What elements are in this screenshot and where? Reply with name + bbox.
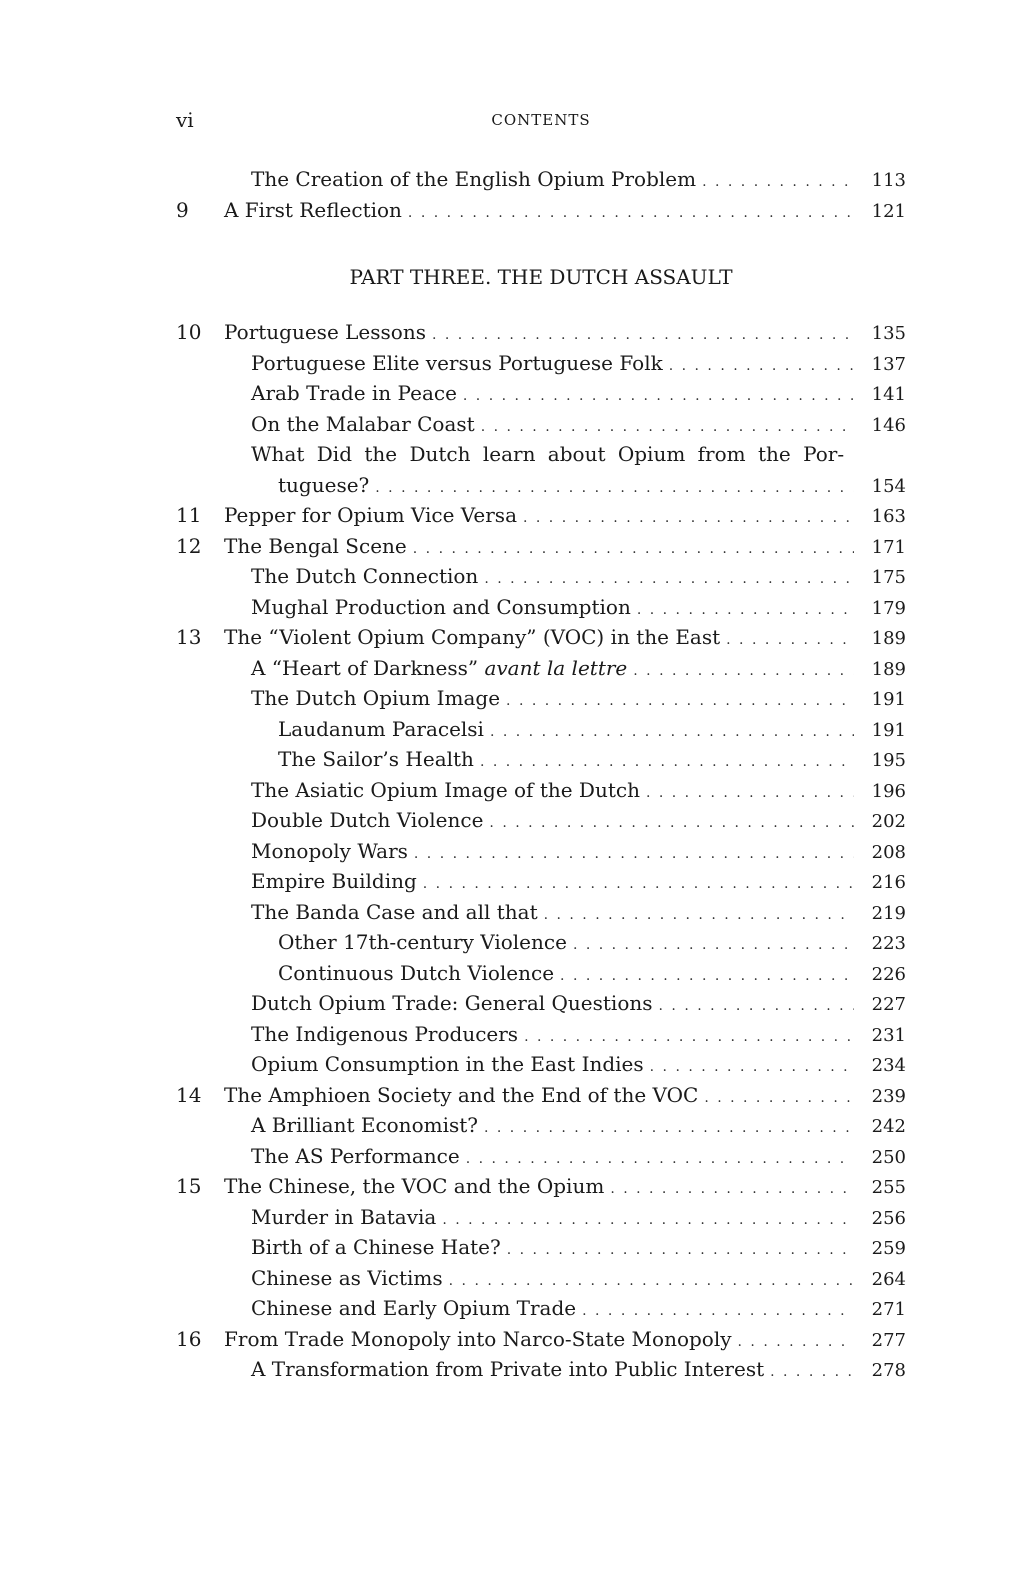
chapter-number: 9	[176, 197, 189, 222]
toc-entry	[176, 958, 906, 989]
leader-dots	[738, 1327, 854, 1355]
leader-dots	[659, 991, 854, 1019]
leader-dots	[408, 198, 854, 226]
page-number: 163	[871, 506, 906, 527]
entry-title: The Creation of the English Opium Problem	[251, 167, 697, 191]
chapter-number: 15	[176, 1174, 202, 1198]
page-number: 208	[871, 841, 906, 863]
leader-dots	[414, 839, 854, 867]
chapter-number: 16	[176, 1326, 202, 1351]
page-number: 121	[871, 200, 906, 222]
toc-entry	[176, 1019, 906, 1050]
page-number: 195	[871, 750, 906, 771]
leader-dots	[484, 1113, 854, 1141]
leader-dots	[480, 747, 854, 775]
chapter-number: 10	[176, 320, 202, 344]
toc-entry	[176, 683, 906, 714]
table-of-contents	[176, 164, 906, 1385]
toc-entry	[176, 775, 906, 806]
leader-dots	[633, 656, 854, 684]
leader-dots	[524, 1022, 854, 1050]
entry-title: Laudanum Paracelsi	[278, 716, 484, 741]
leader-dots	[646, 778, 854, 806]
entry-title: Monopoly Wars	[251, 838, 408, 863]
leader-dots	[506, 686, 854, 714]
toc-entry	[176, 317, 906, 348]
toc-entry	[176, 988, 906, 1019]
toc-entry	[176, 653, 906, 684]
toc-entry	[176, 866, 906, 897]
entry-title: A Transformation from Private into Public Interest	[251, 1357, 765, 1381]
page-number: 202	[871, 811, 906, 832]
entry-title: A “Heart of Darkness”	[251, 655, 479, 680]
toc-entries-before	[176, 164, 906, 225]
entry-title: Portuguese Lessons	[224, 320, 426, 344]
page-header	[176, 108, 906, 138]
page-number: 219	[871, 902, 906, 924]
entry-title: The Banda Case and all that	[251, 899, 538, 924]
page-number: 264	[871, 1268, 906, 1290]
toc-entry	[176, 897, 906, 928]
chapter-number: 11	[176, 503, 202, 527]
toc-entry	[176, 714, 906, 745]
entry-title: Continuous Dutch Violence	[278, 960, 555, 985]
entry-title: Other 17th-century Violence	[278, 930, 567, 954]
page-number: 259	[871, 1238, 906, 1259]
leader-dots	[484, 564, 854, 592]
toc-entry	[176, 1049, 906, 1080]
page-number: 189	[871, 628, 906, 649]
entry-title: Chinese and Early Opium Trade	[251, 1296, 577, 1320]
page-number: 231	[871, 1024, 906, 1046]
toc-entry	[176, 409, 906, 440]
leader-dots	[650, 1052, 854, 1080]
leader-dots	[669, 351, 854, 379]
entry-title: The Chinese, the VOC and the Opium	[224, 1174, 605, 1198]
entry-title: The AS Performance	[251, 1143, 460, 1168]
entry-title: A Brilliant Economist?	[251, 1113, 478, 1137]
leader-dots	[413, 534, 854, 562]
entry-title: Opium Consumption in the East Indies	[251, 1052, 644, 1076]
toc-entry	[176, 622, 906, 653]
page-number: 146	[871, 414, 906, 436]
entry-title: The Dutch Opium Image	[251, 686, 501, 710]
toc-entry	[176, 348, 906, 379]
leader-dots	[449, 1266, 854, 1294]
toc-entry	[176, 378, 906, 409]
toc-entry	[176, 1110, 906, 1141]
entry-title-continuation: tuguese?	[278, 472, 370, 497]
leader-dots	[702, 167, 854, 195]
page-number: 196	[871, 780, 906, 802]
entry-title: Mughal Production and Consumption	[251, 594, 631, 619]
toc-entry	[176, 927, 906, 958]
leader-dots	[442, 1205, 854, 1233]
toc-entry	[176, 195, 906, 226]
leader-dots	[726, 625, 854, 653]
leader-dots	[523, 503, 854, 531]
chapter-number: 13	[176, 625, 202, 649]
page-number: 239	[871, 1085, 906, 1107]
toc-entry	[176, 805, 906, 836]
entry-title: From Trade Monopoly into Narco-State Monopoly	[224, 1326, 732, 1351]
leader-dots	[610, 1174, 854, 1202]
leader-dots	[704, 1083, 854, 1111]
toc-entry	[176, 1141, 906, 1172]
page-number: 223	[871, 933, 906, 954]
toc-entry	[176, 531, 906, 562]
entry-title: The Indigenous Producers	[251, 1021, 519, 1046]
leader-dots	[489, 808, 854, 836]
entry-title: The Dutch Connection	[251, 564, 479, 588]
chapter-number: 12	[176, 533, 202, 558]
toc-entry	[176, 1171, 906, 1202]
toc-entry	[176, 1202, 906, 1233]
entry-title-italic: avant la lettre	[484, 655, 628, 680]
page-number: 216	[871, 872, 906, 893]
page-number: 277	[871, 1329, 906, 1351]
entry-title: Chinese as Victims	[251, 1265, 443, 1290]
page-number: 175	[871, 567, 906, 588]
toc-entries	[176, 317, 906, 1385]
page-number: 226	[871, 963, 906, 985]
entry-title: Portuguese Elite versus Portuguese Folk	[251, 350, 663, 375]
entry-title: Murder in Batavia	[251, 1204, 437, 1229]
leader-dots	[423, 869, 854, 897]
running-head: CONTENTS	[491, 111, 591, 129]
toc-entry	[176, 744, 906, 775]
toc-entry	[176, 500, 906, 531]
entry-title: Dutch Opium Trade: General Questions	[251, 991, 653, 1015]
entry-title: A First Reflection	[224, 197, 402, 222]
toc-entry	[176, 439, 906, 470]
page-number: 234	[871, 1055, 906, 1076]
leader-dots	[432, 320, 854, 348]
entry-title: On the Malabar Coast	[251, 411, 475, 436]
page-number: 113	[871, 170, 906, 191]
page-number: 191	[871, 719, 906, 741]
entry-title: The Sailor’s Health	[278, 747, 474, 771]
page-number: 171	[871, 536, 906, 558]
page-number: 250	[871, 1146, 906, 1168]
page-number: 271	[871, 1299, 906, 1320]
entry-title: Birth of a Chinese Hate?	[251, 1235, 501, 1259]
page-number: 179	[871, 597, 906, 619]
leader-dots	[375, 473, 854, 501]
toc-entry	[176, 592, 906, 623]
page-number: 189	[871, 658, 906, 680]
toc-entry	[176, 561, 906, 592]
leader-dots	[573, 930, 854, 958]
page-number: 154	[871, 475, 906, 497]
entry-title: Double Dutch Violence	[251, 808, 484, 832]
toc-entry	[176, 164, 906, 195]
page-number: 256	[871, 1207, 906, 1229]
toc-entry	[176, 1293, 906, 1324]
toc-entry-continuation	[176, 470, 906, 501]
leader-dots	[507, 1235, 854, 1263]
page-number: 135	[871, 323, 906, 344]
part-title: PART THREE. THE DUTCH ASSAULT	[349, 265, 733, 289]
leader-dots	[544, 900, 854, 928]
entry-title: The Bengal Scene	[224, 533, 407, 558]
entry-title: What Did the Dutch learn about Opium from the Por-	[251, 442, 845, 466]
entry-title: The “Violent Opium Company” (VOC) in the East	[224, 625, 721, 649]
page-number: 242	[871, 1116, 906, 1137]
page-number: 141	[871, 384, 906, 405]
leader-dots	[481, 412, 854, 440]
page-number: 137	[871, 353, 906, 375]
toc-entry	[176, 1232, 906, 1263]
entry-title: The Amphioen Society and the End of the VOC	[224, 1082, 699, 1107]
leader-dots	[560, 961, 854, 989]
entry-title: Pepper for Opium Vice Versa	[224, 503, 517, 527]
toc-entry	[176, 1324, 906, 1355]
entry-title: The Asiatic Opium Image of the Dutch	[251, 777, 640, 802]
leader-dots	[637, 595, 854, 623]
chapter-number: 14	[176, 1082, 202, 1107]
toc-entry	[176, 1354, 906, 1385]
page-number: 255	[871, 1177, 906, 1198]
leader-dots	[463, 381, 854, 409]
page-number: 227	[871, 994, 906, 1015]
page-folio: vi	[176, 108, 194, 132]
toc-entry	[176, 1080, 906, 1111]
entry-title: Arab Trade in Peace	[251, 381, 457, 405]
page-number: 278	[871, 1360, 906, 1381]
page-number: 191	[871, 689, 906, 710]
leader-dots	[582, 1296, 854, 1324]
toc-entry	[176, 1263, 906, 1294]
leader-dots	[490, 717, 854, 745]
entry-title: Empire Building	[251, 869, 417, 893]
leader-dots	[466, 1144, 854, 1172]
leader-dots	[770, 1357, 854, 1385]
toc-entry	[176, 836, 906, 867]
